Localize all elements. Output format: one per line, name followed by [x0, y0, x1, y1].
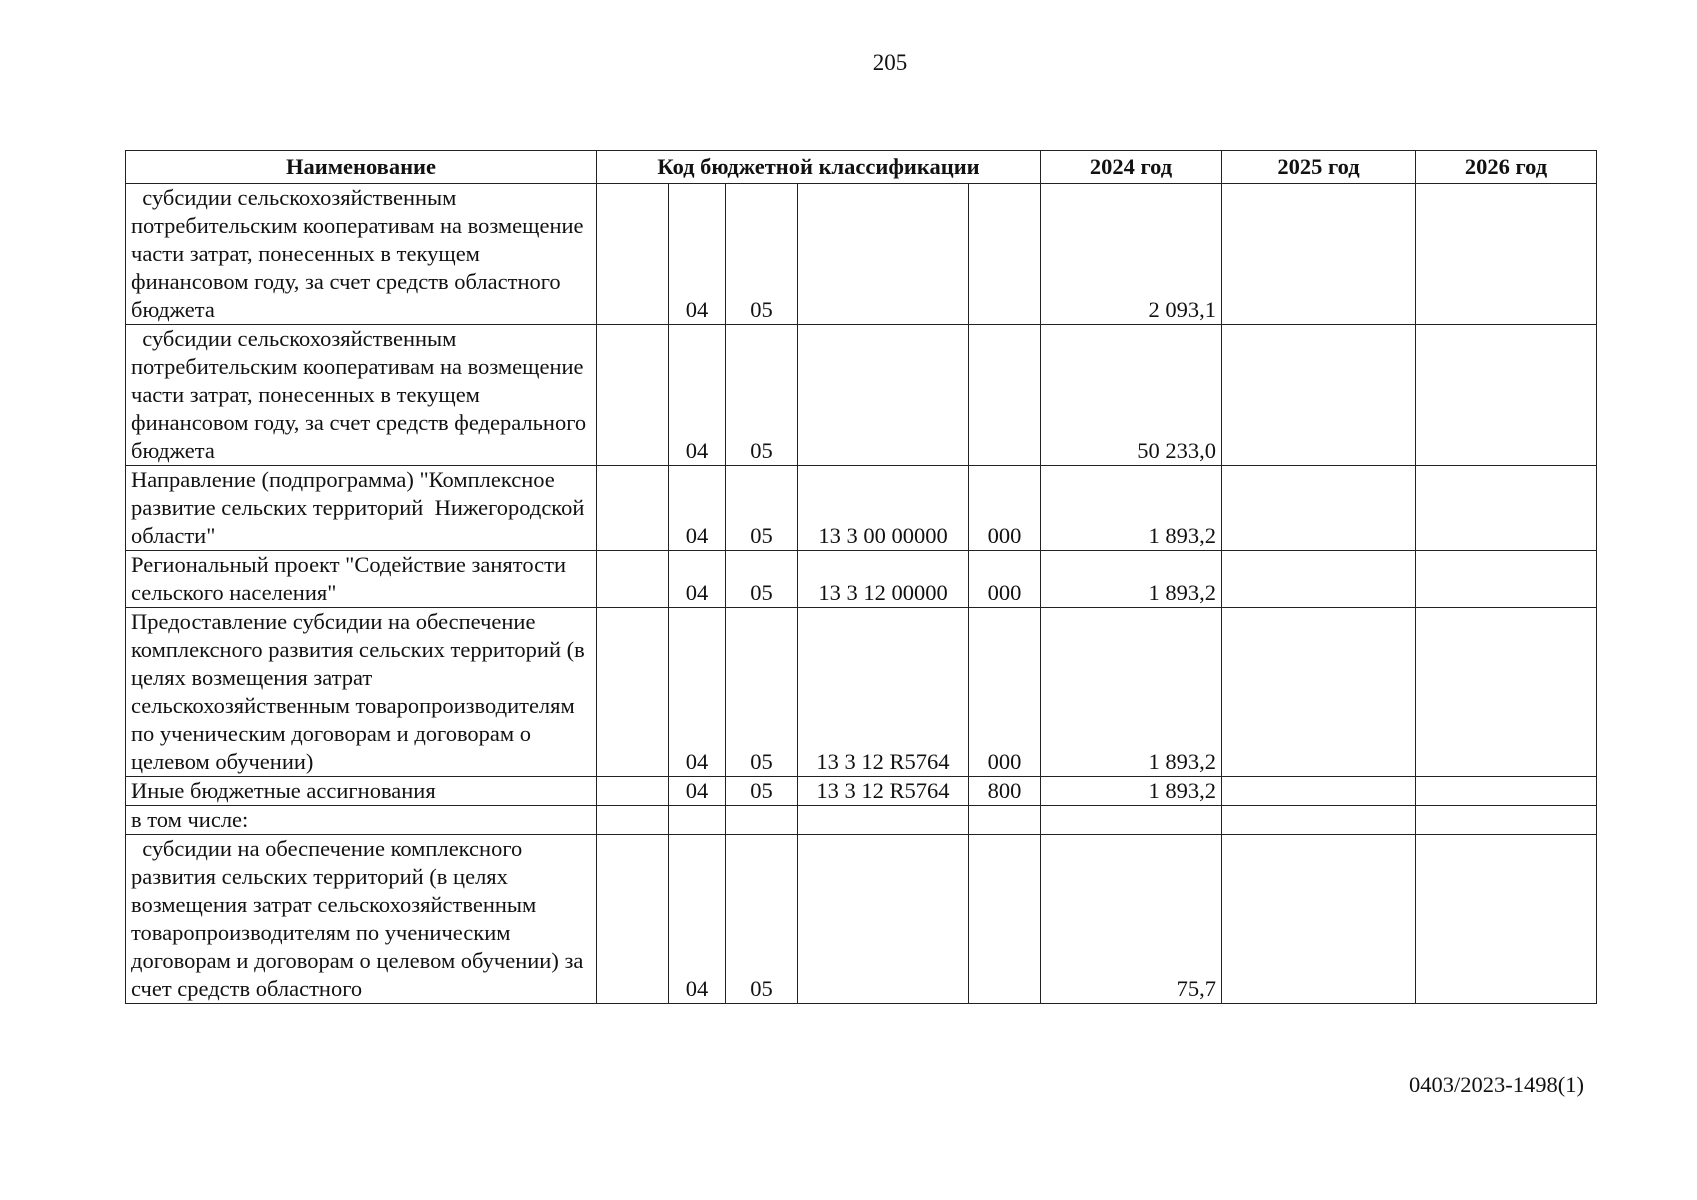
table-row: [126, 806, 1597, 835]
header-2024: 2024 год: [1041, 151, 1222, 184]
budget-table: [125, 150, 1597, 1004]
code-section: 04: [669, 608, 726, 777]
code-subsection: 05: [726, 466, 798, 551]
row-name: субсидии на обеспечение комплексного развития сельских территорий (в целях возмещения затрат сельскохозяйственным товаропроизводителям по ученическим договорам и договорам о целевом обучении) за счет средств областного: [126, 835, 597, 1004]
code-part-0: [597, 777, 669, 806]
row-name: в том числе:: [126, 806, 597, 835]
code-subsection: 05: [726, 184, 798, 325]
code-target-article: [798, 184, 969, 325]
value-2026: [1416, 608, 1597, 777]
value-2026: [1416, 325, 1597, 466]
value-2026: [1416, 806, 1597, 835]
row-name: Иные бюджетные ассигнования: [126, 777, 597, 806]
header-2026: 2026 год: [1416, 151, 1597, 184]
code-expense-type: 800: [969, 777, 1041, 806]
code-part-0: [597, 184, 669, 325]
value-2024: 1 893,2: [1041, 777, 1222, 806]
value-2026: [1416, 551, 1597, 608]
value-2025: [1222, 184, 1416, 325]
value-2024: 2 093,1: [1041, 184, 1222, 325]
code-section: 04: [669, 777, 726, 806]
code-expense-type: 000: [969, 608, 1041, 777]
table-row: [126, 466, 1597, 551]
row-name: Предоставление субсидии на обеспечение комплексного развития сельских территорий (в целях возмещения затрат сельскохозяйственным товаропроизводителям по ученическим договорам и договорам о целевом обучении): [126, 608, 597, 777]
value-2025: [1222, 466, 1416, 551]
table-row: [126, 835, 1597, 1004]
code-subsection: 05: [726, 608, 798, 777]
value-2026: [1416, 777, 1597, 806]
value-2026: [1416, 466, 1597, 551]
value-2025: [1222, 835, 1416, 1004]
code-part-0: [597, 325, 669, 466]
code-section: 04: [669, 184, 726, 325]
code-part-0: [597, 835, 669, 1004]
code-expense-type: [969, 806, 1041, 835]
code-part-0: [597, 466, 669, 551]
value-2026: [1416, 184, 1597, 325]
code-target-article: 13 3 12 R5764: [798, 777, 969, 806]
value-2025: [1222, 777, 1416, 806]
header-2025: 2025 год: [1222, 151, 1416, 184]
code-expense-type: [969, 325, 1041, 466]
code-subsection: 05: [726, 325, 798, 466]
row-name: субсидии сельскохозяйственным потребительским кооперативам на возмещение части затрат, понесенных в текущем финансовом году, за счет средств федерального бюджета: [126, 325, 597, 466]
table-row: [126, 608, 1597, 777]
value-2025: [1222, 806, 1416, 835]
code-section: 04: [669, 835, 726, 1004]
code-subsection: 05: [726, 777, 798, 806]
code-subsection: 05: [726, 835, 798, 1004]
code-expense-type: 000: [969, 466, 1041, 551]
value-2024: 1 893,2: [1041, 608, 1222, 777]
code-expense-type: 000: [969, 551, 1041, 608]
code-expense-type: [969, 184, 1041, 325]
value-2025: [1222, 551, 1416, 608]
value-2024: 75,7: [1041, 835, 1222, 1004]
row-name: Региональный проект "Содействие занятости сельского населения": [126, 551, 597, 608]
code-part-0: [597, 806, 669, 835]
code-section: [669, 806, 726, 835]
header-budget-code: Код бюджетной классификации: [597, 151, 1041, 184]
code-section: 04: [669, 325, 726, 466]
page-number: 205: [872, 50, 908, 75]
code-subsection: 05: [726, 551, 798, 608]
value-2024: 1 893,2: [1041, 466, 1222, 551]
code-expense-type: [969, 835, 1041, 1004]
value-2025: [1222, 608, 1416, 777]
table-row: [126, 551, 1597, 608]
code-subsection: [726, 806, 798, 835]
value-2024: 50 233,0: [1041, 325, 1222, 466]
value-2025: [1222, 325, 1416, 466]
row-name: субсидии сельскохозяйственным потребительским кооперативам на возмещение части затрат, понесенных в текущем финансовом году, за счет средств областного бюджета: [126, 184, 597, 325]
table-row: [126, 325, 1597, 466]
table-header-row: [126, 151, 1597, 184]
document-code: 0403/2023-1498(1): [1409, 1072, 1584, 1097]
table-row: [126, 777, 1597, 806]
value-2024: 1 893,2: [1041, 551, 1222, 608]
code-target-article: [798, 806, 969, 835]
code-target-article: [798, 835, 969, 1004]
code-target-article: 13 3 12 00000: [798, 551, 969, 608]
code-section: 04: [669, 466, 726, 551]
code-section: 04: [669, 551, 726, 608]
code-part-0: [597, 608, 669, 777]
table-row: [126, 184, 1597, 325]
code-target-article: 13 3 00 00000: [798, 466, 969, 551]
row-name: Направление (подпрограмма) "Комплексное развитие сельских территорий Нижегородской области": [126, 466, 597, 551]
value-2024: [1041, 806, 1222, 835]
code-part-0: [597, 551, 669, 608]
code-target-article: 13 3 12 R5764: [798, 608, 969, 777]
value-2026: [1416, 835, 1597, 1004]
code-target-article: [798, 325, 969, 466]
header-name: Наименование: [126, 151, 597, 184]
